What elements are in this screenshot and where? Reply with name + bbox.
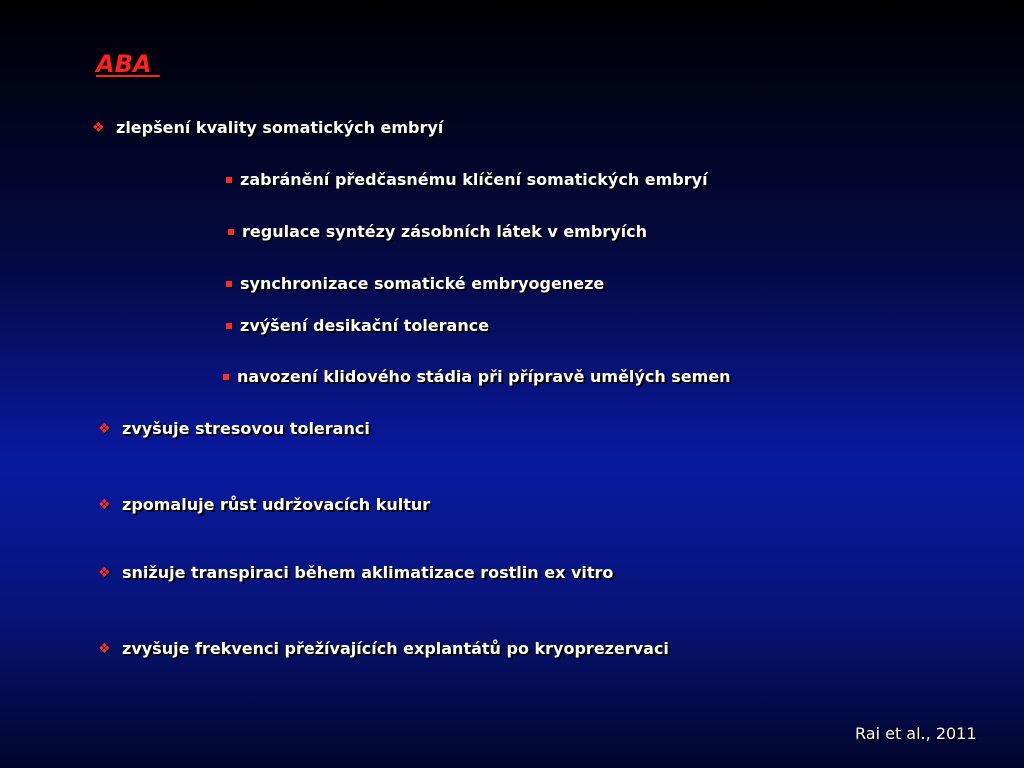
bullet-item-sub xyxy=(228,222,647,241)
bullet-text: zvyšuje stresovou toleranci xyxy=(122,419,370,438)
bullet-item-main xyxy=(92,118,443,137)
diamond-bullet-icon: ❖ xyxy=(92,119,105,136)
citation: Rai et al., 2011 xyxy=(855,724,977,743)
square-bullet-icon xyxy=(226,177,232,183)
bullet-item-sub xyxy=(226,316,489,335)
bullet-text: snižuje transpiraci během aklimatizace rostlin ex vitro xyxy=(122,563,614,582)
square-bullet-icon xyxy=(226,323,232,329)
slide-title: ABA xyxy=(96,50,160,78)
bullet-text: zvýšení desikační tolerance xyxy=(240,316,490,335)
bullet-item-main xyxy=(98,495,430,514)
square-bullet-icon xyxy=(223,374,229,380)
diamond-bullet-icon: ❖ xyxy=(98,420,111,437)
diamond-bullet-icon: ❖ xyxy=(98,640,111,657)
square-bullet-icon xyxy=(226,281,232,287)
bullet-text: zvyšuje frekvenci přežívajících explantátů po kryoprezervaci xyxy=(122,639,669,658)
square-bullet-icon xyxy=(228,229,234,235)
bullet-item-main xyxy=(98,639,669,658)
bullet-text: zpomaluje růst udržovacích kultur xyxy=(122,495,431,514)
bullet-text: zabránění předčasnému klíčení somatických embryí xyxy=(240,170,708,189)
bullet-item-main xyxy=(98,563,613,582)
diamond-bullet-icon: ❖ xyxy=(98,564,111,581)
bullet-item-sub xyxy=(226,170,708,189)
bullet-item-sub xyxy=(226,274,604,293)
bullet-item-sub xyxy=(223,367,731,386)
bullet-text: zlepšení kvality somatických embryí xyxy=(116,118,444,137)
bullet-text: synchronizace somatické embryogeneze xyxy=(240,274,605,293)
bullet-text: regulace syntézy zásobních látek v embryích xyxy=(242,222,647,241)
bullet-text: navození klidového stádia při přípravě umělých semen xyxy=(237,367,731,386)
diamond-bullet-icon: ❖ xyxy=(98,496,111,513)
bullet-item-main xyxy=(98,419,370,438)
